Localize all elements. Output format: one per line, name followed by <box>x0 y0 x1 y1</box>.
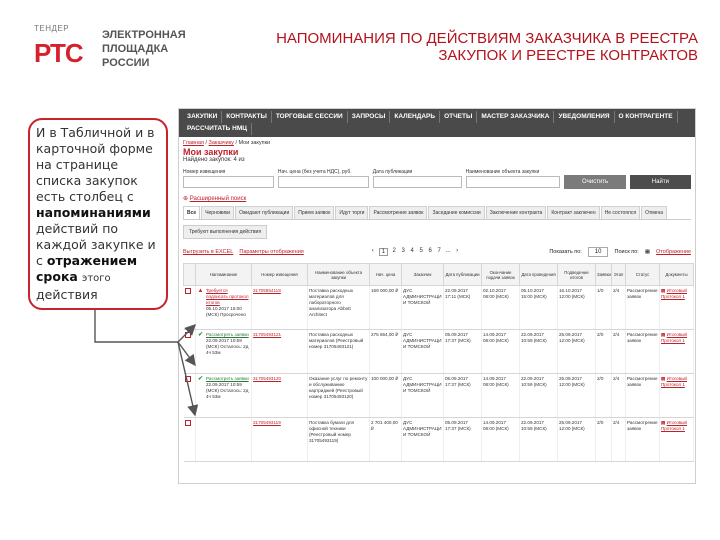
col-select <box>184 264 196 286</box>
reminder-deadline: 22.09.2017 10:59 (МСК) Осталось: 2д 4ч 53м <box>206 382 249 399</box>
breadcrumb: Главная / Заказчику / Мои закупки <box>183 140 271 146</box>
advanced-search-label[interactable]: Расширенный поиск <box>189 196 247 202</box>
callout-text-4: действия <box>36 287 98 302</box>
menu-item-purchases[interactable]: ЗАКУПКИ <box>183 111 222 123</box>
menu-item-notifications[interactable]: УВЕДОМЛЕНИЯ <box>554 111 614 123</box>
row-checkbox[interactable] <box>185 420 191 426</box>
row-select[interactable] <box>184 286 196 330</box>
arrow-line-main <box>95 310 178 342</box>
document-link[interactable]: Итоговый Протокол 1 <box>661 420 687 431</box>
sort-label: Поиск по: <box>614 249 639 255</box>
menu-item-requests[interactable]: ЗАПРОСЫ <box>348 111 391 123</box>
find-button[interactable]: Найти <box>630 175 691 189</box>
view-mode-link[interactable]: Отображение <box>656 249 691 255</box>
reminder-link[interactable]: Требуется подписать протокол итогов <box>206 288 249 305</box>
tab-cancelled[interactable]: Отмена <box>641 206 667 219</box>
slide-title: НАПОМИНАНИЯ ПО ДЕЙСТВИЯМ ЗАКАЗЧИКА В РЕЕСТРА ЗАКУПОК И РЕЕСТРЕ КОНТРАКТОВ <box>276 30 698 64</box>
price-cell: 275 664,00 ₽ <box>370 330 402 374</box>
row-select[interactable] <box>184 330 196 374</box>
docs-cell <box>660 374 694 418</box>
list-toolbar <box>179 239 695 257</box>
callout-text-2: действий по каждой закупке и с <box>36 221 156 268</box>
logo-brand: РТС <box>34 38 83 68</box>
callout-box <box>28 118 168 310</box>
page-4[interactable]: 4 <box>410 248 414 254</box>
status-cell: Рассмотрение заявок <box>626 374 660 418</box>
number-cell <box>252 418 308 462</box>
docs-cell <box>660 418 694 462</box>
apps-cell: 2/0 <box>596 418 612 462</box>
published-cell: 05.09.2017 17:37 (МСК) <box>444 330 482 374</box>
stage-cell: 2/4 <box>612 330 626 374</box>
row-checkbox[interactable] <box>185 288 191 294</box>
col-stage[interactable]: Этап <box>612 264 626 286</box>
logo-subtitle <box>102 28 186 70</box>
page-3[interactable]: 3 <box>401 248 405 254</box>
name-cell: Поставка расходных материалов (Реестровый номер 31705493121) <box>308 330 370 374</box>
row-checkbox[interactable] <box>185 376 191 382</box>
document-link[interactable]: Итоговый Протокол 1 <box>661 288 687 299</box>
row-checkbox[interactable] <box>185 332 191 338</box>
tab-contracting[interactable]: Заключение контракта <box>486 206 547 219</box>
filter-name-input[interactable] <box>466 176 561 188</box>
purchase-number-link[interactable]: 31705493120 <box>253 376 282 381</box>
col-name[interactable]: Наименование объекта закупки <box>308 264 370 286</box>
bids-end-cell: 14.09.2017 08:00 (МСК) <box>482 374 520 418</box>
docs-cell <box>660 286 694 330</box>
published-cell: 22.09.2017 17:11 (МСК) <box>444 286 482 330</box>
stage-cell: 2/4 <box>612 418 626 462</box>
menu-item-customer-wizard[interactable]: МАСТЕР ЗАКАЗЧИКА <box>477 111 554 123</box>
reminder-deadline: 22.09.2017 10:59 (МСК) Осталось: 2д 4ч 53м <box>206 338 249 355</box>
status-cell: Рассмотрение заявок <box>626 418 660 462</box>
price-cell: 169 000,00 ₽ <box>370 286 402 330</box>
pager-next-icon[interactable]: › <box>456 248 459 254</box>
col-results[interactable]: Подведение итогов <box>558 264 596 286</box>
filter-price <box>278 169 369 189</box>
pdf-icon: ▤ <box>661 376 666 381</box>
purchase-number-link[interactable]: 31705493121 <box>253 332 282 337</box>
col-price[interactable]: Нач. цена <box>370 264 402 286</box>
table-row[interactable] <box>184 330 694 374</box>
per-page-label: Показать по: <box>549 249 582 255</box>
reminder-cell <box>196 330 252 374</box>
logo-line-3: РОССИИ <box>102 57 150 69</box>
tab-contract-signed[interactable]: Контракт заключен <box>547 206 599 219</box>
breadcrumb-customer[interactable]: Заказчику <box>208 140 234 146</box>
status-cell: Рассмотрение заявок <box>626 286 660 330</box>
tab-bidding[interactable]: Идут торги <box>335 206 368 219</box>
col-customer[interactable]: Заказчик <box>402 264 444 286</box>
purchase-number-link[interactable]: 31705493119 <box>253 420 281 425</box>
document-link[interactable]: Итоговый Протокол 1 <box>661 332 687 343</box>
col-number[interactable]: Номер извещения <box>252 264 308 286</box>
menu-item-calendar[interactable]: КАЛЕНДАРЬ <box>390 111 440 123</box>
menu-item-reports[interactable]: ОТЧЕТЫ <box>440 111 477 123</box>
reminder-cell <box>196 286 252 330</box>
filter-number-label: Номер извещения <box>183 169 226 175</box>
purchases-table <box>183 263 694 462</box>
purchase-number-link[interactable]: 31705554118 <box>253 288 281 293</box>
results-cell: 25.09.2017 12:00 (МСК) <box>558 418 596 462</box>
tab-awaiting-publication[interactable]: Ожидают публикации <box>235 206 293 219</box>
pager-prev-icon[interactable]: ‹ <box>371 248 374 254</box>
breadcrumb-home[interactable]: Главная <box>183 140 204 146</box>
docs-cell <box>660 330 694 374</box>
page-5[interactable]: 5 <box>419 248 423 254</box>
check-icon: ✔ <box>197 376 204 382</box>
status-tabs <box>183 206 691 220</box>
col-held[interactable]: Дата проведения <box>520 264 558 286</box>
bids-end-cell: 02.10.2017 08:00 (МСК) <box>482 286 520 330</box>
callout-text-3: этого <box>81 273 111 284</box>
number-cell <box>252 286 308 330</box>
row-select[interactable] <box>184 418 196 462</box>
pagination <box>370 248 460 256</box>
page-1[interactable]: 1 <box>379 248 388 256</box>
filter-name-label: Наименование объекта закупки <box>465 169 540 175</box>
held-cell: 22.09.2017 10:59 (МСК) <box>520 330 558 374</box>
filter-date-input[interactable] <box>373 176 462 188</box>
held-cell: 22.09.2017 10:59 (МСК) <box>520 374 558 418</box>
grid-view-icon[interactable]: ▦ <box>644 249 651 255</box>
reminder-deadline: 05.10.2017 15:00 (МСК) Просрочено <box>206 306 246 317</box>
apps-cell: 2/0 <box>596 330 612 374</box>
number-cell <box>252 330 308 374</box>
action-required-filter[interactable]: Требуют выполнения действия <box>183 225 267 239</box>
callout-text-1: И в Табличной и в карточной форме на странице списка закупок есть столбец с <box>36 125 155 204</box>
callout-bold-2: отражением срока <box>36 253 138 284</box>
pdf-icon: ▤ <box>661 288 666 293</box>
results-cell: 25.09.2017 12:00 (МСК) <box>558 330 596 374</box>
table-row[interactable] <box>184 286 694 330</box>
results-cell: 16.10.2017 12:00 (МСК) <box>558 286 596 330</box>
tab-accepting-bids[interactable]: Прием заявок <box>294 206 334 219</box>
menu-item-calc-price[interactable]: РАССЧИТАТЬ НМЦ <box>183 123 252 135</box>
bids-end-cell: 14.09.2017 08:00 (МСК) <box>482 330 520 374</box>
filter-bar <box>179 163 695 189</box>
filter-price-label: Нач. цена (без учета НДС), руб. <box>277 169 352 175</box>
per-page-select[interactable]: 10 <box>588 247 609 257</box>
col-status[interactable]: Статус <box>626 264 660 286</box>
filter-date <box>373 169 462 189</box>
reminder-cell <box>196 374 252 418</box>
published-cell: 05.09.2017 17:37 (МСК) <box>444 418 482 462</box>
filter-price-input[interactable] <box>278 176 369 188</box>
table-header-row <box>184 264 694 286</box>
logo <box>34 24 204 84</box>
main-menu <box>179 109 695 137</box>
document-link[interactable]: Итоговый Протокол 1 <box>661 376 687 387</box>
name-cell: Оказание услуг по ремонту и обслуживанию картриджей (Реестровый номер 31705493120) <box>308 374 370 418</box>
apps-cell: 1/0 <box>596 286 612 330</box>
filter-date-label: Дата публикации <box>372 169 413 175</box>
col-bids-end[interactable]: Окончание подачи заявок <box>482 264 520 286</box>
tab-bid-review[interactable]: Рассмотрение заявок <box>369 206 427 219</box>
screenshot-panel <box>178 108 696 484</box>
page-ellipsis: ... <box>445 248 451 254</box>
logo-tender: ТЕНДЕР <box>34 24 70 33</box>
customer-cell: ДУС АДМИНИСТРАЦИИ ТОМСКОЙ <box>402 330 444 374</box>
apps-cell: 2/0 <box>596 374 612 418</box>
menu-item-counterparty[interactable]: О КОНТРАГЕНТЕ <box>615 111 678 123</box>
menu-item-contracts[interactable]: КОНТРАКТЫ <box>222 111 272 123</box>
page-7[interactable]: 7 <box>437 248 441 254</box>
status-cell: Рассмотрение заявок <box>626 330 660 374</box>
col-reminder[interactable]: Напоминание <box>196 264 252 286</box>
export-excel-link[interactable]: Выгрузить в EXCEL <box>183 249 234 255</box>
number-cell <box>252 374 308 418</box>
warning-icon: ▲ <box>197 288 204 294</box>
reminder-link[interactable]: Рассмотреть заявки <box>206 332 249 337</box>
callout-bold-1: напоминаниями <box>36 205 151 220</box>
page-title: Мои закупки <box>183 147 239 157</box>
price-cell: 100 000,00 ₽ <box>370 374 402 418</box>
table-row[interactable] <box>184 374 694 418</box>
results-cell: 25.09.2017 12:00 (МСК) <box>558 374 596 418</box>
tab-failed[interactable]: Не состоялся <box>601 206 640 219</box>
tab-commission[interactable]: Заседание комиссии <box>428 206 484 219</box>
filter-number <box>183 169 274 189</box>
name-cell: Поставка расходных материалов для лабораторного анализатора Abbott Architect <box>308 286 370 330</box>
published-cell: 05.09.2017 17:37 (МСК) <box>444 374 482 418</box>
clear-button[interactable]: Очистить <box>564 175 625 189</box>
held-cell: 05.10.2017 15:00 (МСК) <box>520 286 558 330</box>
advanced-search[interactable]: ⊕ Расширенный поиск <box>183 196 247 202</box>
found-count: Найдено закупок: 4 из <box>183 157 245 163</box>
tab-all[interactable]: Все <box>183 206 200 219</box>
table-row[interactable] <box>184 418 694 462</box>
col-published[interactable]: Дата публикации <box>444 264 482 286</box>
display-settings-link[interactable]: Параметры отображения <box>239 249 304 255</box>
check-icon: ✔ <box>197 332 204 338</box>
logo-line-1: ЭЛЕКТРОННАЯ <box>102 29 186 41</box>
page-6[interactable]: 6 <box>428 248 432 254</box>
pdf-icon: ▤ <box>661 332 666 337</box>
toolbar-right <box>549 247 691 257</box>
col-docs[interactable]: Документы <box>660 264 694 286</box>
filter-name <box>466 169 561 189</box>
page-2[interactable]: 2 <box>392 248 396 254</box>
held-cell: 22.09.2017 10:59 (МСК) <box>520 418 558 462</box>
logo-line-2: ПЛОЩАДКА <box>102 43 169 55</box>
col-apps[interactable]: Заявки <box>596 264 612 286</box>
name-cell: Поставка бумаги для офисной техники (Реестровый номер 31705493119) <box>308 418 370 462</box>
stage-cell: 2/4 <box>612 374 626 418</box>
bids-end-cell: 14.09.2017 08:00 (МСК) <box>482 418 520 462</box>
breadcrumb-current: Мои закупки <box>238 140 271 146</box>
menu-item-trade-sessions[interactable]: ТОРГОВЫЕ СЕССИИ <box>272 111 348 123</box>
tab-drafts[interactable]: Черновики <box>201 206 234 219</box>
customer-cell: ДУС АДМИНИСТРАЦИИ ТОМСКОЙ <box>402 286 444 330</box>
reminder-link[interactable]: Рассмотреть заявки <box>206 376 249 381</box>
row-select[interactable] <box>184 374 196 418</box>
price-cell: 2 701 400,00 ₽ <box>370 418 402 462</box>
filter-number-input[interactable] <box>183 176 274 188</box>
customer-cell: ДУС АДМИНИСТРАЦИИ ТОМСКОЙ <box>402 418 444 462</box>
customer-cell: ДУС АДМИНИСТРАЦИИ ТОМСКОЙ <box>402 374 444 418</box>
reminder-cell <box>196 418 252 462</box>
pdf-icon: ▤ <box>661 420 666 425</box>
stage-cell: 2/4 <box>612 286 626 330</box>
